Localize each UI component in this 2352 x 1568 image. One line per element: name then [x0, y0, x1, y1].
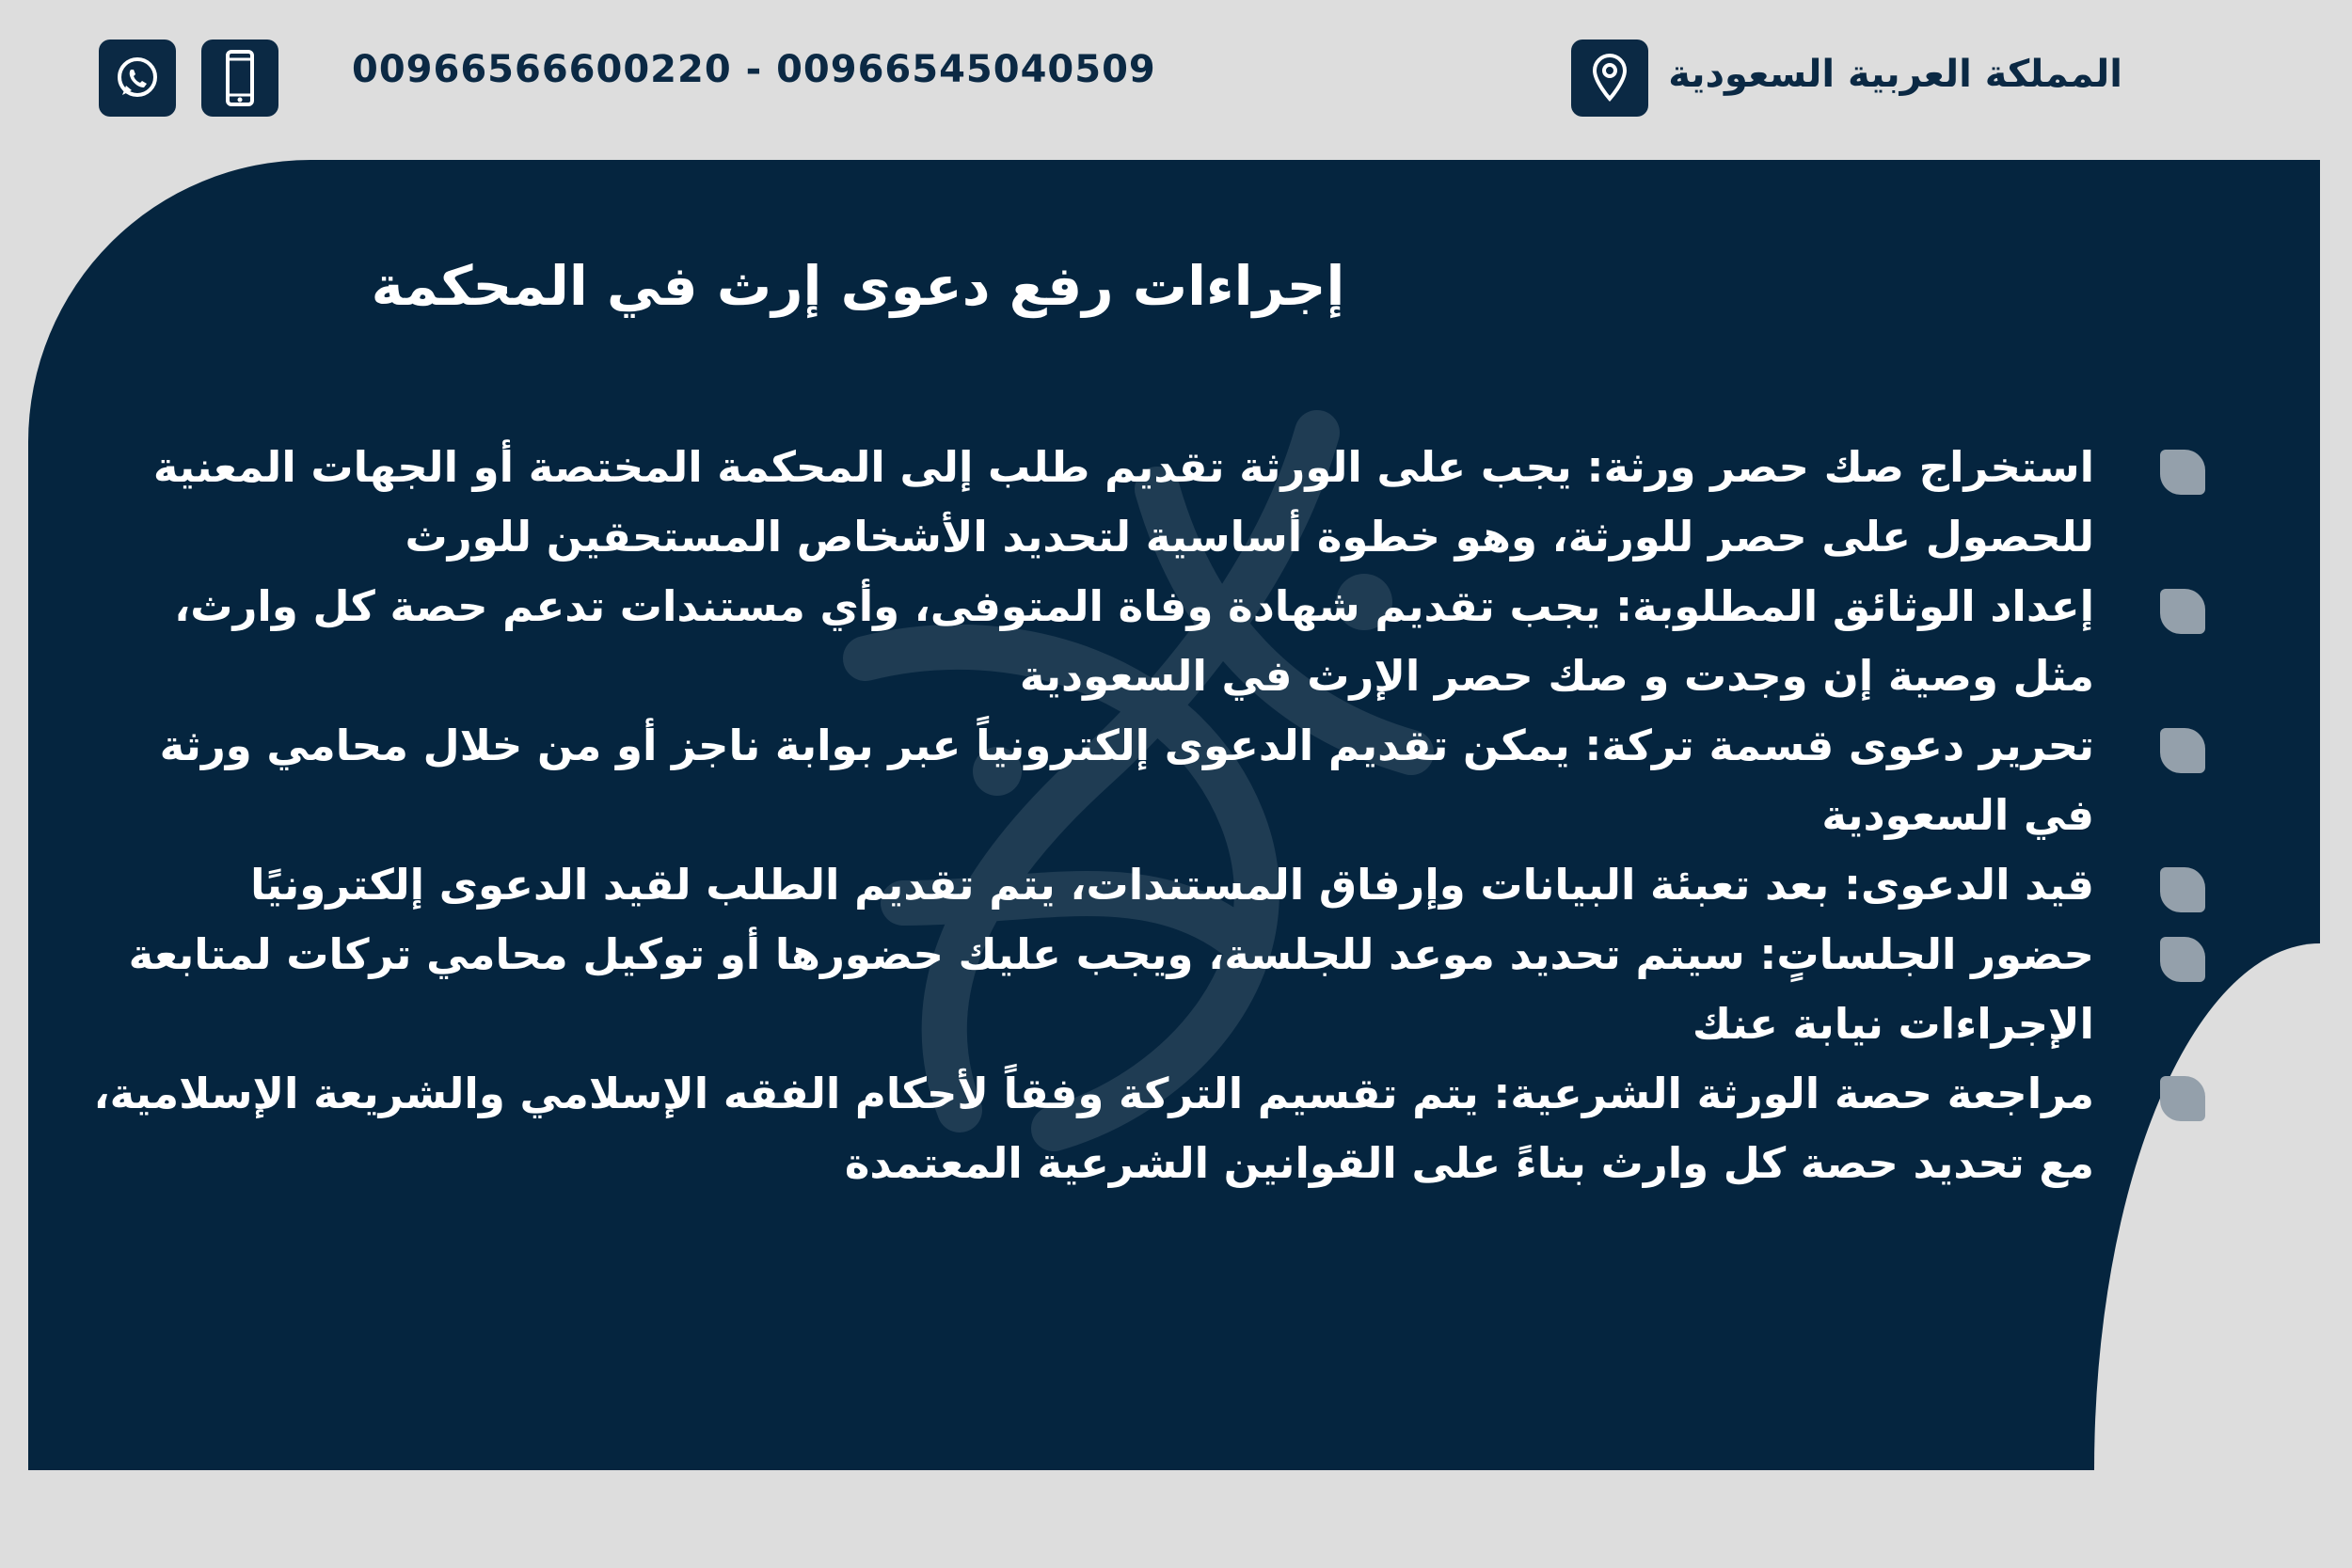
list-item	[85, 433, 2094, 572]
list-item	[85, 711, 2094, 850]
location-pin-icon	[1583, 50, 1636, 106]
list-item	[85, 1059, 2094, 1198]
list-item-text: حضور الجلساتٍ: سيتم تحديد موعد للجلسة، ويجب عليك حضورها أو توكيل محامي تركات لمتابعة الإجراءات نيابة عنك	[128, 929, 2094, 1049]
page-title: إجراءات رفع دعوى إرث في المحكمة	[371, 254, 1345, 318]
list-item	[85, 572, 2094, 711]
list-item-text: قيد الدعوى: بعد تعبئة البيانات وإرفاق المستندات، يتم تقديم الطلب لقيد الدعوى إلكترونيًا	[250, 860, 2094, 910]
phone-button[interactable]	[201, 40, 278, 117]
list-item-text: إعداد الوثائق المطلوبة: يجب تقديم شهادة وفاة المتوفى، وأي مستندات تدعم حصة كل وارث، مثل وصية إن وجدت و صك حصر الإرث في السعودية	[174, 581, 2094, 701]
bullet-icon	[2160, 867, 2205, 912]
mobile-phone-icon	[214, 48, 266, 108]
whatsapp-icon	[111, 52, 164, 104]
list-item-text: مراجعة حصة الورثة الشرعية: يتم تقسيم التركة وفقاً لأحكام الفقه الإسلامي والشريعة الإسلامية، مع تحديد حصة كل وارث بناءً على القوانين الشرعية المعتمدة	[93, 1069, 2094, 1188]
bullet-icon	[2160, 589, 2205, 634]
list-item-text: استخراج صك حصر ورثة: يجب على الورثة تقديم طلب إلى المحكمة المختصة أو الجهات المعنية للحصول على حصر للورثة، وهو خطوة أساسية لتحديد الأشخاص المستحقين للورث	[152, 442, 2094, 562]
bullet-icon	[2160, 450, 2205, 495]
location-button[interactable]	[1571, 40, 1648, 117]
bullet-icon	[2160, 937, 2205, 982]
location-label: المملكة العربية السعودية	[1668, 53, 2122, 96]
procedures-list	[85, 433, 2245, 1198]
phone-numbers[interactable]: 00966566600220 - 00966545040509	[352, 48, 1156, 91]
list-item-text: تحرير دعوى قسمة تركة: يمكن تقديم الدعوى إلكترونياً عبر بوابة ناجز أو من خلال محامي ورثة في السعودية	[159, 721, 2094, 840]
list-item	[85, 920, 2094, 1059]
bullet-icon	[2160, 728, 2205, 773]
bullet-icon	[2160, 1076, 2205, 1121]
list-item	[85, 850, 2094, 920]
top-bar	[0, 0, 2352, 160]
whatsapp-button[interactable]	[99, 40, 176, 117]
content-panel	[28, 160, 2320, 1470]
